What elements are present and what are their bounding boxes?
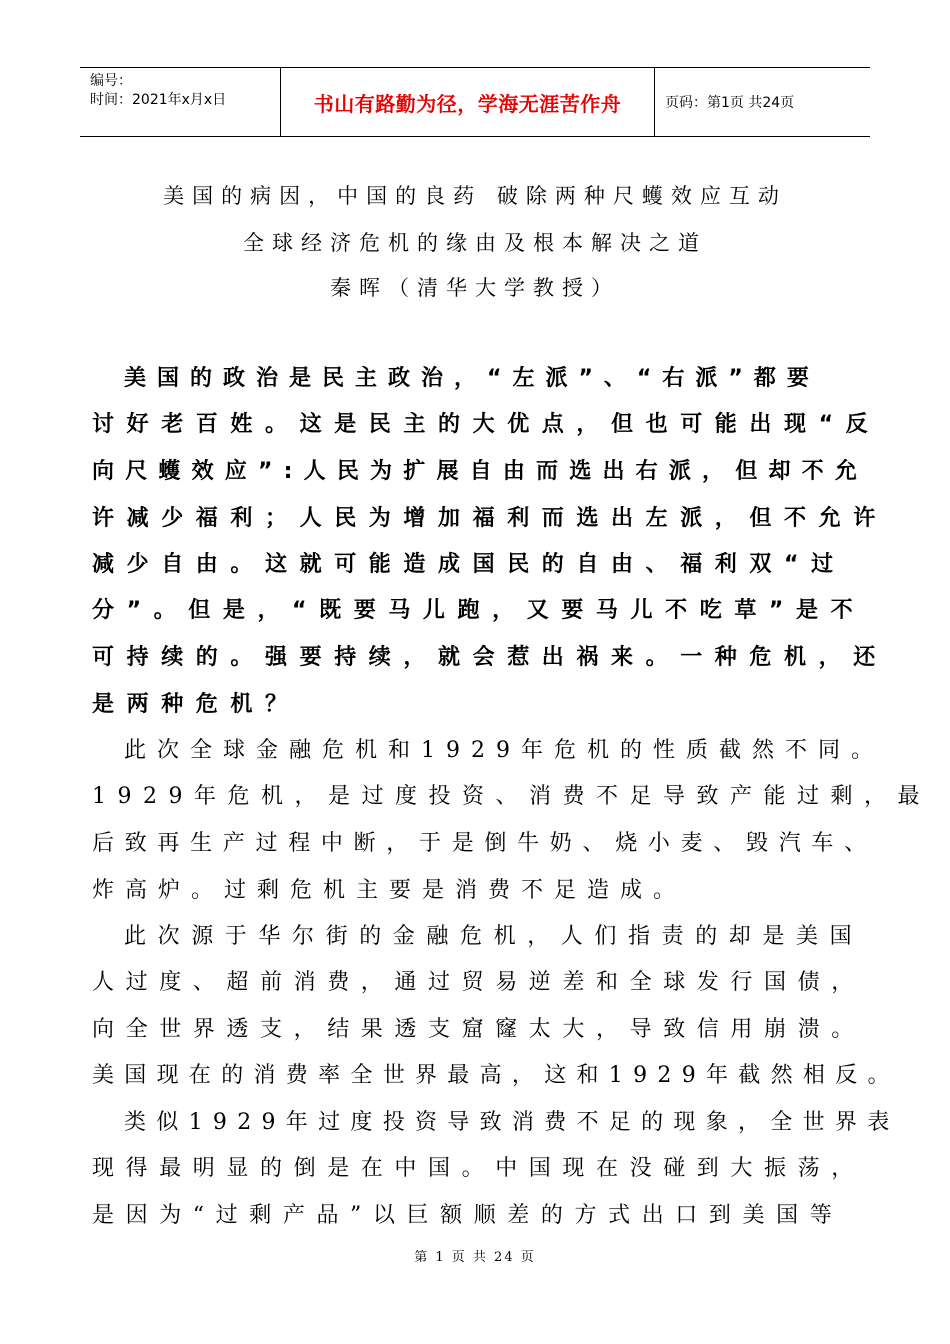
- bold-line: 向尺蠖效应”:人民为扩展自由而选出右派，但却不允: [92, 459, 869, 484]
- bold-line: 许减少福利；人民为增加福利而选出左派，但不允许: [92, 506, 888, 531]
- header-time: 时间：2021年x月x日: [90, 92, 227, 108]
- title-line-2: 全球经济危机的缘由及根本解决之道: [243, 231, 707, 255]
- body-line: 是因为“过剩产品”以巨额顺差的方式出口到美国等: [92, 1203, 844, 1228]
- bold-line: 讨好老百姓。这是民主的大优点，但也可能出现“反: [92, 412, 881, 437]
- title-line-1: 美国的病因，中国的良药 破除两种尺蠖效应互动: [163, 184, 787, 208]
- body-line: 此次全球金融危机和1929年危机的性质截然不同。: [124, 738, 884, 763]
- header-motto: 书山有路勤为径，学海无涯苦作舟: [281, 68, 655, 136]
- body-line: 人过度、超前消费，通过贸易逆差和全球发行国债，: [92, 970, 865, 995]
- body-line: 向全世界透支，结果透支窟窿太大，导致信用崩溃。: [92, 1017, 865, 1042]
- header-number: 编号：: [90, 73, 132, 89]
- body-line: 现得最明显的倒是在中国。中国现在没碰到大振荡，: [92, 1156, 865, 1181]
- bold-line: 是两种危机？: [92, 692, 300, 717]
- body-line: 美国现在的消费率全世界最高，这和1929年截然相反。: [92, 1063, 900, 1088]
- bold-line: 减少自由。这就可能造成国民的自由、福利双“过: [92, 552, 846, 577]
- page-footer: 第 1 页 共 24 页: [414, 1250, 536, 1265]
- document-header: [80, 67, 870, 137]
- body-line: 类似1929年过度投资导致消费不足的现象，全世界表: [124, 1110, 900, 1135]
- body-line: 炸高炉。过剩危机主要是消费不足造成。: [92, 878, 687, 903]
- body-line: 此次源于华尔街的金融危机，人们指责的却是美国: [124, 924, 864, 949]
- header-meta: [80, 68, 281, 136]
- body-line: 1929年危机，是过度投资、消费不足导致产能过剩，最: [92, 784, 931, 809]
- bold-line: 分”。但是，“既要马儿跑，又要马儿不吃草”是不: [92, 598, 866, 623]
- bold-line: 可持续的。强要持续，就会惹出祸来。一种危机，还: [92, 645, 888, 670]
- bold-line: 美国的政治是民主政治，“左派”、“右派”都要: [124, 366, 820, 391]
- body-line: 后致再生产过程中断，于是倒牛奶、烧小麦、毁汽车、: [92, 831, 877, 856]
- header-page-info: 页码：第1页 共24页: [665, 95, 795, 111]
- title-author: 秦晖（清华大学教授）: [330, 276, 620, 300]
